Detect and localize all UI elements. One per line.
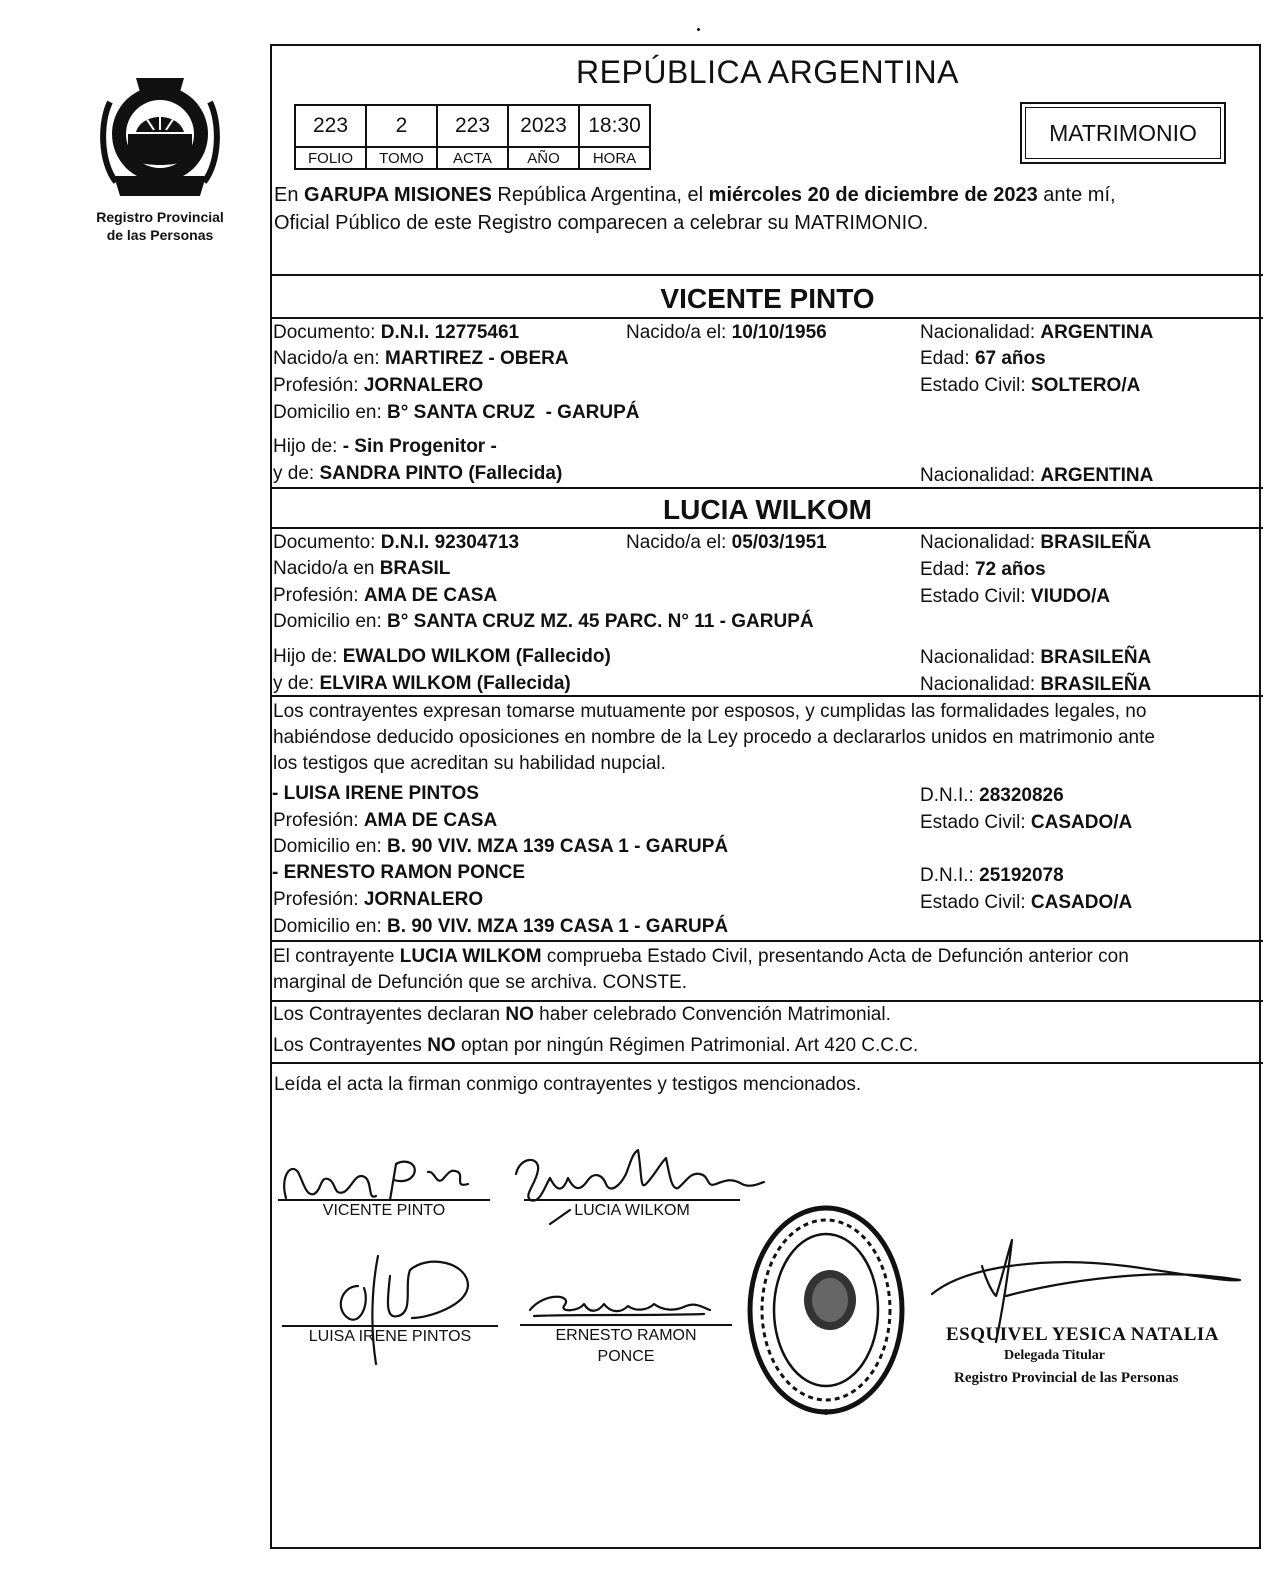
official-name: ESQUIVEL YESICA NATALIA: [946, 1324, 1220, 1345]
registry-caption-line2: de las Personas: [106, 227, 214, 243]
act-type-label: MATRIMONIO: [1049, 119, 1197, 146]
civil-note-line1: El contrayente LUCIA WILKOM comprueba Estado Civil, presentando Acta de Defunción anterior con: [273, 946, 1129, 967]
divider: [272, 317, 1263, 319]
act-type-badge: [1020, 102, 1226, 164]
witness2-estado-civil: Estado Civil: CASADO/A: [920, 892, 1133, 913]
c2-padre-nacionalidad: Nacionalidad: BRASILEÑA: [920, 647, 1152, 668]
signature-label-witness2-line1: ERNESTO RAMON: [555, 1327, 697, 1344]
witness1-domicilio: Domicilio en: B. 90 VIV. MZA 139 CASA 1 - GARUPÁ: [273, 836, 729, 857]
declaration-line3: los testigos que acreditan su habilidad nupcial.: [273, 753, 666, 774]
divider: [272, 487, 1263, 489]
tomo-label: TOMO: [366, 147, 437, 169]
c1-nacido-el: Nacido/a el: 10/10/1956: [626, 322, 827, 343]
witness1-dni: D.N.I.: 28320826: [920, 785, 1064, 806]
closing-text: Leída el acta la firman conmigo contrayentes y testigos mencionados.: [274, 1074, 862, 1095]
witness2-dni: D.N.I.: 25192078: [920, 865, 1064, 886]
c1-profesion: Profesión: JORNALERO: [273, 375, 484, 396]
divider: [272, 274, 1263, 276]
c2-nacido-el: Nacido/a el: 05/03/1951: [626, 532, 827, 553]
c1-estado-civil: Estado Civil: SOLTERO/A: [920, 375, 1141, 396]
civil-note-line2: marginal de Defunción que se archiva. CONSTE.: [273, 972, 687, 993]
convention-line2: Los Contrayentes NO optan por ningún Régimen Patrimonial. Art 420 C.C.C.: [273, 1035, 919, 1056]
c1-madre: y de: SANDRA PINTO (Fallecida): [273, 463, 563, 484]
c1-documento: Documento: D.N.I. 12775461: [273, 322, 520, 343]
intro-place: GARUPA MISIONES: [304, 184, 492, 206]
hora-value: 18:30: [579, 105, 650, 147]
witness1-name: - LUISA IRENE PINTOS: [272, 783, 479, 804]
c1-nacionalidad: Nacionalidad: ARGENTINA: [920, 322, 1154, 343]
anio-label: AÑO: [508, 147, 579, 169]
folio-label: FOLIO: [295, 147, 366, 169]
intro-line1: [274, 184, 1116, 206]
tomo-value: 2: [366, 105, 437, 147]
folio-value: 223: [295, 105, 366, 147]
convention-line1: Los Contrayentes declaran NO haber celebrado Convención Matrimonial.: [273, 1004, 891, 1025]
registry-caption-line1: Registro Provincial: [96, 209, 224, 225]
c2-madre-nacionalidad: Nacionalidad: BRASILEÑA: [920, 674, 1152, 695]
c1-nacido-en: Nacido/a en: MARTIREZ - OBERA: [273, 348, 569, 369]
intro-date: miércoles 20 de diciembre de 2023: [708, 184, 1038, 206]
divider: [272, 527, 1263, 529]
luisa-irene-pintos-signature-icon: [318, 1246, 478, 1366]
registry-seal-icon: [744, 1200, 908, 1418]
c1-edad: Edad: 67 años: [920, 348, 1046, 369]
page-title: REPÚBLICA ARGENTINA: [576, 54, 959, 90]
c2-padre: Hijo de: EWALDO WILKOM (Fallecido): [273, 646, 611, 667]
bride-name: LUCIA WILKOM: [663, 494, 872, 525]
c2-profesion: Profesión: AMA DE CASA: [273, 585, 498, 606]
signature-label-witness1: LUISA IRENE PINTOS: [308, 1328, 472, 1345]
witness2-profesion: Profesión: JORNALERO: [273, 889, 484, 910]
anio-value: 2023: [508, 105, 579, 147]
acta-label: ACTA: [437, 147, 508, 169]
c1-domicilio: Domicilio en: B° SANTA CRUZ - GARUPÁ: [273, 402, 640, 423]
groom-name: VICENTE PINTO: [660, 283, 875, 314]
hora-label: HORA: [579, 147, 650, 169]
c2-nacionalidad: Nacionalidad: BRASILEÑA: [920, 532, 1152, 553]
intro-line2: Oficial Público de este Registro comparecen a celebrar su MATRIMONIO.: [274, 212, 929, 234]
intro-ante-mi: ante mí,: [1043, 184, 1116, 206]
stray-dot: [697, 28, 700, 31]
intro-en: En: [274, 184, 299, 206]
official-role: Delegada Titular: [1004, 1348, 1105, 1363]
c2-edad: Edad: 72 años: [920, 559, 1046, 580]
c2-madre: y de: ELVIRA WILKOM (Fallecida): [273, 673, 571, 694]
divider: [272, 1000, 1263, 1002]
ernesto-ramon-ponce-signature-icon: [524, 1288, 714, 1322]
signature-label-witness2-line2: PONCE: [597, 1348, 655, 1365]
declaration-line2: habiéndose deducido oposiciones en nombre de la Ley procedo a declararlos unidos en matrimonio ante: [273, 727, 1155, 748]
provincia-misiones-emblem-icon: [96, 72, 224, 204]
c2-estado-civil: Estado Civil: VIUDO/A: [920, 586, 1111, 607]
official-org: Registro Provincial de las Personas: [954, 1370, 1179, 1386]
c2-nacido-en: Nacido/a en BRASIL: [273, 558, 451, 579]
c1-padre: Hijo de: - Sin Progenitor -: [273, 436, 497, 457]
c2-documento: Documento: D.N.I. 92304713: [273, 532, 520, 553]
declaration-line1: Los contrayentes expresan tomarse mutuamente por esposos, y cumplidas las formalidades legales, no: [273, 701, 1147, 722]
signature-label-bride: LUCIA WILKOM: [574, 1202, 690, 1219]
c1-madre-nacionalidad: Nacionalidad: ARGENTINA: [920, 465, 1154, 486]
witness2-name: - ERNESTO RAMON PONCE: [272, 862, 526, 883]
witness2-domicilio: Domicilio en: B. 90 VIV. MZA 139 CASA 1 - GARUPÁ: [273, 916, 729, 937]
c2-domicilio: Domicilio en: B° SANTA CRUZ MZ. 45 PARC. N° 11 - GARUPÁ: [273, 611, 814, 632]
signature-label-groom: VICENTE PINTO: [322, 1202, 446, 1219]
divider: [272, 1062, 1263, 1064]
acta-value: 223: [437, 105, 508, 147]
divider: [272, 940, 1263, 942]
registry-grid: [294, 104, 651, 170]
witness1-estado-civil: Estado Civil: CASADO/A: [920, 812, 1133, 833]
intro-country: República Argentina, el: [497, 184, 704, 206]
witness1-profesion: Profesión: AMA DE CASA: [273, 810, 498, 831]
